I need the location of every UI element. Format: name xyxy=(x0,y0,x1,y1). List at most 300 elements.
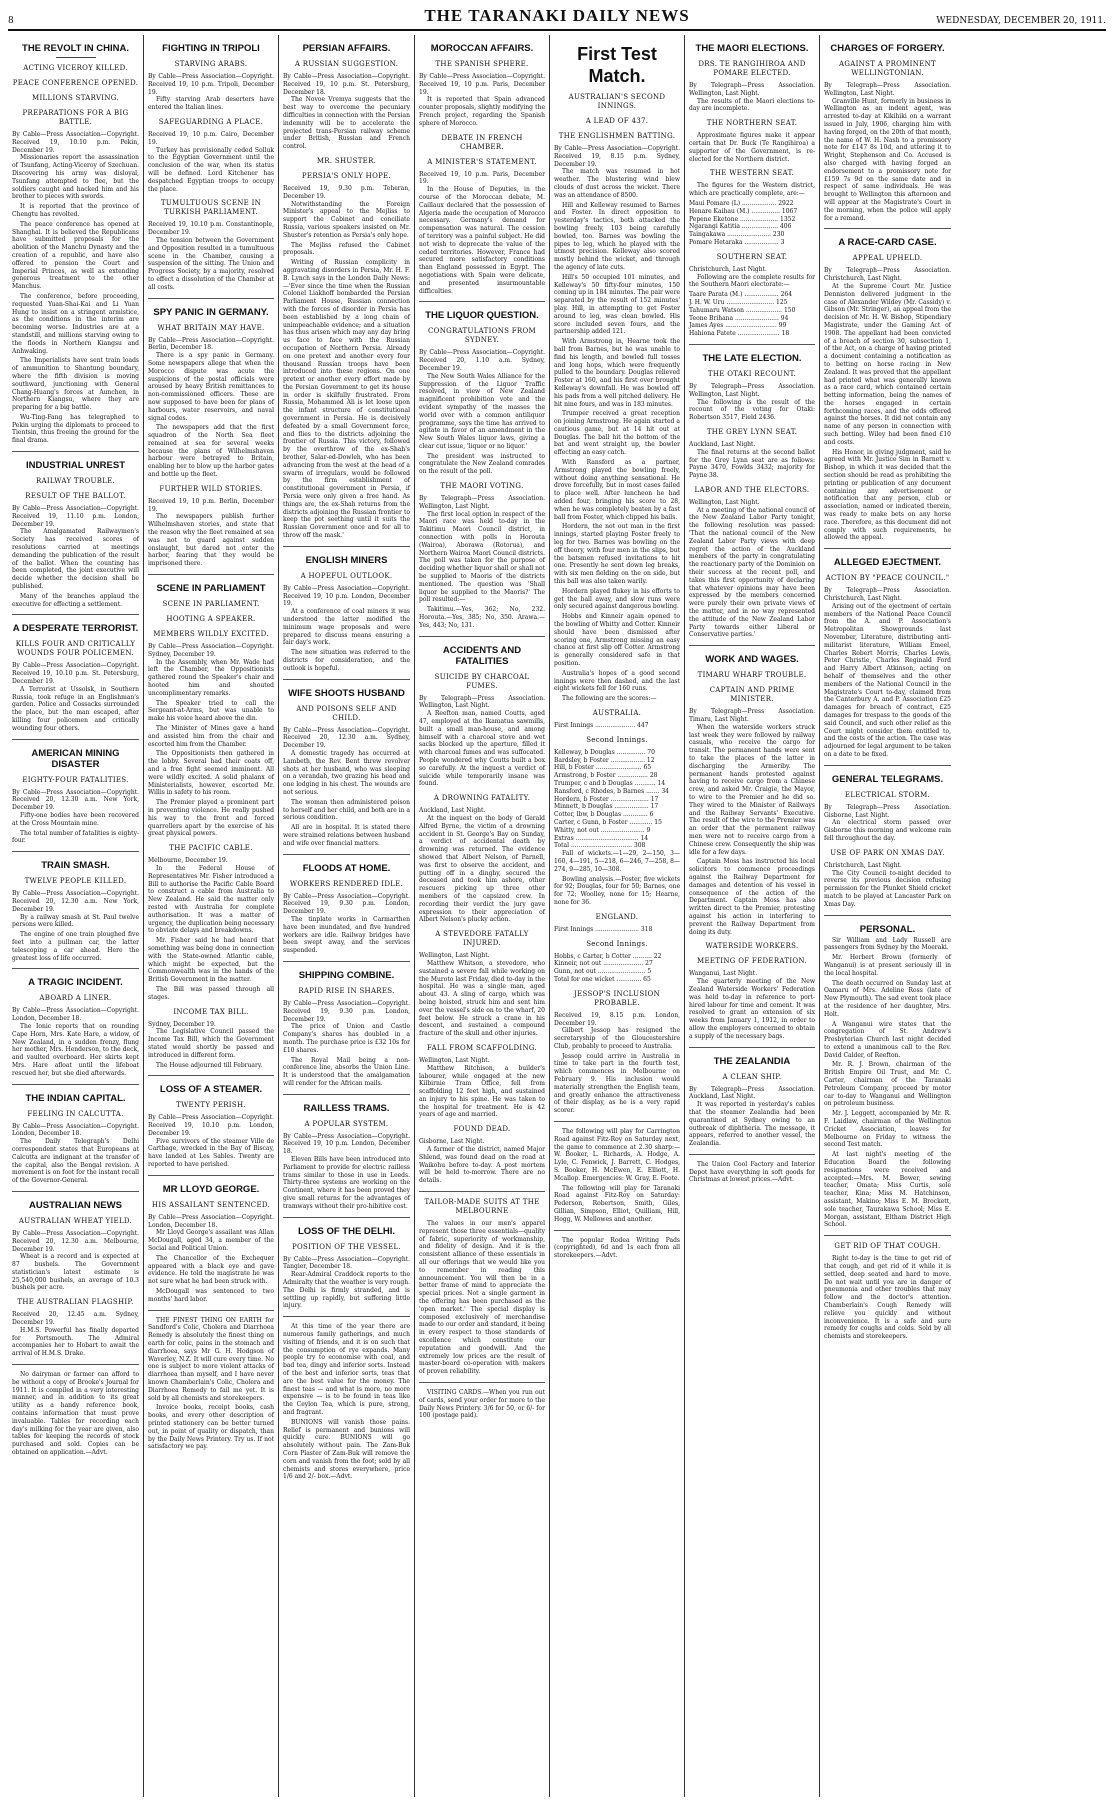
headline-maori-elections: THE MAORI ELECTIONS. xyxy=(695,43,809,54)
article-paragraph: When the waterside workers struck last week they were followed by railway casuals, who receive the cargo for transit. The permanent hands were sent to take the places of the latter in discharging the Armeriby. The permanent hands protested against having to receive cargo from a Chinese crew, and asked Mr. Craigie, the Mayor, to wire to the Premier and he did so. They wired to the Minister of Railways and the Railway Servants' Executive. The result of the wire to the Premier was an order that the permanent railway men were not to receive cargo from a Chinese crew. Consequently the ship was idle for a few days. xyxy=(689,723,815,856)
subhead: JESSOP'S INCLUSION PROBABLE. xyxy=(573,989,660,1007)
dateline: By Cable—Press Association—Copyright. Received 20, 12.30 a.m. Sydney, December 19. xyxy=(283,726,410,750)
article-paragraph: Takitimu.—Yes, 362; No, 232. Horouta.—Yes, 385; No, 350. Arawa.—Yes, 443; No, 131. xyxy=(419,606,545,629)
dateline: By Telegraph—Press Association. Gisborne, Last Night. xyxy=(824,803,951,819)
article-paragraph: The final returns at the second ballot for the Grey Lynn seat are as follows: Payne 3470, Fowlds 3432; majority for Payne 38. xyxy=(689,448,815,480)
subhead: TWENTY PERISH. xyxy=(176,1101,246,1110)
subhead: A STEVEDORE FATALLY INJURED. xyxy=(435,930,529,948)
subhead: THE NORTHERN SEAT. xyxy=(706,119,798,128)
dateline: By Telegraph—Press Association. Christchurch, Last Night. xyxy=(824,267,951,283)
result-line: Pepene Eketone .................... 1352 xyxy=(689,215,796,223)
article-paragraph: Jessop could arrive in Australia in time to take part in the fourth test, which commences in Melbourne on February 9. His inclusion would materially strengthen the English team, and greatly enhance the attractiveness of their display, as he is a very rapid scorer. xyxy=(554,1052,680,1115)
dateline: By Cable—Press Association—Copyright. London, December 18. xyxy=(12,1007,139,1023)
subhead: MEMBERS WILDLY EXCITED. xyxy=(153,630,269,639)
subhead: FALL FROM SCAFFOLDING. xyxy=(426,1043,538,1052)
article-paragraph: The Royal Mail being a non-conference line, absorbs the Union Line. It is understood that the amalgamation will render for the African mails. xyxy=(283,1056,410,1087)
subhead: HOOTING A SPEAKER. xyxy=(166,615,256,624)
dateline: By Telegraph—Press Association. Auckland, Last Night. xyxy=(689,1085,815,1101)
score-line: Kelleway, b Douglas ............... 70 xyxy=(554,748,655,756)
subhead: AUSTRALIA. xyxy=(592,708,642,717)
article-paragraph: The peace conference has opened at Shanghai. It is believed the Republicans have submitted proposals for the abolition of the Manchu Dynasty and the creation of a republic, and have also offered to pension the Court and Imperial Princes, as well as extending generous treatment to the other Manchus. xyxy=(12,220,139,291)
article-paragraph: A domestic tragedy has occurred at Lambeth, the Rev. Bent threw revolver shots at her husband, who was sleeping on a verandah, two grazing his head and one lodging in his chest. The wounds are not serious. xyxy=(283,749,410,796)
article-paragraph: Missionaries report the assassination of Tsunfang, Acting-Viceroy of Szechuan. Discovering his army was disloyal, Tsunfang attempted to flee, but the soldiers caught and hacked him and his brother to pieces with swords. xyxy=(12,154,139,201)
dateline: By Cable—Press Association—Copyright. Received 19, 10.10 p.m. London, December 19. xyxy=(148,1114,274,1137)
subhead: THE WESTERN SEAT. xyxy=(709,169,795,178)
article-paragraph: The new situation was referred to the districts for consideration, and the outlook is hopeful. xyxy=(283,649,410,672)
article-paragraph: The New South Wales Alliance for the Suppression of the Liquor Traffic resolved, in view of New Zealand magnificent prohibition vote and the evident sympathy of the masses the world over with a common antiliquor programme, says the time has arrived to agitate in favor of an amendment in the New South Wales liquor laws, giving a clear cut issue, 'liquor or no liquor.' xyxy=(419,372,545,450)
score-line: Bardsley, b Foster .................. 12 xyxy=(554,756,655,764)
dateline: Received 19, 10 p.m. Paris, December 19. xyxy=(419,170,545,186)
article-paragraph: The Bill was passed through all stages. xyxy=(148,985,274,1001)
headline-train-smash: TRAIN SMASH. xyxy=(41,860,110,872)
column-2 xyxy=(144,35,279,1797)
headline-moroccan-affairs: MOROCCAN AFFAIRS. xyxy=(430,43,534,54)
headline-accidents-and-fatalities: ACCIDENTS AND FATALITIES xyxy=(442,644,522,667)
dateline: By Cable—Press Association—Copyright. Sydney, December 19. xyxy=(148,643,274,658)
subhead: ACTING VICEROY KILLED. xyxy=(23,64,128,72)
dateline: By Telegraph—Press Association. Wellington, Last Night. xyxy=(689,82,815,97)
headline-zealandia: THE ZEALANDIA xyxy=(713,1055,791,1067)
headline-alleged-ejectment: ALLEGED EJECTMENT. xyxy=(833,557,942,569)
subhead: POSITION OF THE VESSEL. xyxy=(292,1242,401,1251)
article-paragraph: A farmer of the district, named Major Shlend, was found dead on the road at Waikohu before to-day. A post mortem will be held to-morrow. There are no details. xyxy=(419,1146,545,1185)
subhead: A RUSSIAN SUGGESTION. xyxy=(294,60,399,68)
article-paragraph: Turkey has provisionally ceded Solluk to the Egyptian Government until the conclusion of the war, when its status will be defined. Lord Kitchener has despatched Egyptian troops to occupy the place. xyxy=(148,146,274,193)
advertisement: Right to-day is the time to get rid of that cough, and get rid of it while it is settled, deep seated and hard to move. Do not wait until you are in danger of pneumonia and other troubles that may follow and the doctor's attention. Chamberlain's Cough Remedy will relieve you quickly and without inconvenience. It is a safe and sure remedy for coughs and colds. Sold by all chemists and storekeepers. xyxy=(824,1255,951,1341)
subhead: PERSIA'S ONLY HOPE. xyxy=(301,171,392,180)
headline-revolt-in-china: THE REVOLT IN CHINA. xyxy=(22,43,129,54)
subhead: KILLS FOUR AND CRITICALLY WOUNDS FOUR POLICEMEN. xyxy=(15,640,136,658)
dateline: By Cable—Press Association—Copyright. Received 19, 9.30 p.m. London, December 19. xyxy=(283,892,410,916)
article-paragraph: Wheat is a record and is expected at 87 bushels. The Government statistician's latest estimate is 25,540,000 bushels, an average of 10.3 bushels per acre. xyxy=(12,1253,139,1292)
headline-fighting-in-tripoli: FIGHTING IN TRIPOLI xyxy=(162,43,260,54)
article-paragraph: It was reported in yesterday's cables that the steamer Zealandia had been quarantined at Sydney owing to an outbreak of diphtheria. The message, it appears, referred to another vessel, the Zealandia. xyxy=(689,1101,815,1148)
headline-australian-news: AUSTRALIAN NEWS xyxy=(29,1199,122,1211)
article-paragraph: The woman then administered poison to herself and her child, and both are in a serious condition. xyxy=(283,798,410,822)
score-line: Ransford, c Rhodes, b Barnes ....... 34 xyxy=(554,787,669,795)
score-line: Armstrong, b Foster ................ 28 xyxy=(554,772,658,780)
dateline: Gisborne, Last Night. xyxy=(419,1138,485,1146)
subhead: MILLIONS STARVING. xyxy=(32,94,119,102)
article-paragraph: Hordern played flukey in his efforts to get the ball away, and slow runs were only secured against dangerous bowling. xyxy=(554,587,680,611)
dateline: By Cable—Press Association—Copyright. Berlin, December 18. xyxy=(148,336,274,352)
subhead: DRS. TE RANGIHIROA AND POMARE ELECTED. xyxy=(698,60,806,77)
dateline: By Cable—Press Association—Copyright. Received 19, 9.30 p.m. London, December 19. xyxy=(283,999,410,1023)
article-paragraph: With Armstrong in, Hearne took the ball from Barnes, but he was unable to find his length, and bowled full tosses and long hops, which were frequently pulled to the boundary. Douglas relieved Foster at 160, and his first over brought Kelleway's downfall. He was bowled off his pads from a well pitched delivery. He hit nine fours, and was in 183 minutes. xyxy=(554,338,680,408)
article-paragraph: At last night's meeting of the Education Board the following resignations were received and accepted:—Mrs. M. Bower, sewing teacher, Omata; Miss Curtis, sole teacher, Kina; Miss M. Hatchinson, assistant, Makino; Miss E. M. Brockett, sole teacher, Taurakawa School; Miss E. Morgan, assistant, Eltham District High School. xyxy=(824,1151,951,1229)
dateline: By Telegraph—Press Association. Timaru, Last Night. xyxy=(689,708,815,724)
article-paragraph: By a railway smash at St. Paul twelve persons were killed. xyxy=(12,913,139,929)
subhead: A MINISTER'S STATEMENT. xyxy=(427,157,537,166)
score-line: First Innings ....................... 318 xyxy=(554,925,653,933)
article-paragraph: The death occurred on Sunday last at Oamaru of Mrs. Adeline Ross (late of New Plymouth). The sad event took place at the residence of her daughter, Mrs. Holt. xyxy=(824,979,951,1018)
article-paragraph: Wu-Ting-Fang has telegraphed to Pekin urging the diplomats to proceed to Tientsin, thus freeing the ground for the final drama. xyxy=(12,413,139,445)
headline-railless-trams: RAILLESS TRAMS. xyxy=(303,1102,390,1114)
subhead: RAILWAY TROUBLE. xyxy=(35,477,116,486)
article-paragraph: Following are the complete results for the Southern Maori electorate:— xyxy=(689,273,815,289)
article-paragraph: The Chancellor of the Exchequer appeared with a black eye and gave evidence. He told the magistrate he was not sure what he had been struck with. xyxy=(148,1254,274,1286)
subhead: APPEAL UPHELD. xyxy=(852,254,923,263)
page-columns xyxy=(8,35,1106,1797)
article-paragraph: Eleven Bills have been introduced into Parliament to provide for electric railless trams similar to those in use in Leeds. Thirty-three systems are working on the Continent, where it has been proved they give small returns for the advantages of tramways without their pro-hibitive cost. xyxy=(283,1156,410,1210)
article-paragraph: Hill and Kelleway resumed to Barnes and Foster. In direct opposition to yesterday's tactics, both attacked the bowling freely, 103 being carefully bowled, too. Barnes was bowling the pipes to leg, which he played with the utmost precision. Kelleway also scored mostly behind the wicket, and through the agency of late cuts. xyxy=(554,201,680,271)
article-paragraph: Fall of wickets.—1—29, 2—150, 3—160, 4—191, 5—218, 6—246, 7—258, 8—274, 9—285, 10—308. xyxy=(554,850,680,873)
subhead: SAFEGUARDING A PLACE. xyxy=(158,117,264,126)
dateline: By Cable—Press Association—Copyright. Received 19, 10 p.m. London, December 19. xyxy=(283,584,410,608)
dateline: By Cable—Press Association—Copyright. London, December 18. xyxy=(12,1122,139,1138)
subhead: SCENE IN PARLIAMENT. xyxy=(162,600,260,609)
headline-personal: PERSONAL. xyxy=(859,923,916,935)
headline-wife-shoots-husband: WIFE SHOOTS HUSBAND xyxy=(288,687,405,699)
advertisement: At this time of the year there are numerous family gatherings, and much visiting of friends, and it is on such that the consumption of rye expands. Many people try to economise with coal, and bad tea, dingy and inferior sorts. Instead of the best and inferior sorts, teas that are the best value for the money. The finest teas — and what is more, no more expensive — is to be found in teas like the Ceylon Tea, which is pure, strong, and fragrant. xyxy=(283,1323,410,1416)
headline-tragic-incident: A TRAGIC INCIDENT. xyxy=(28,977,123,989)
article-paragraph: Arising out of the ejectment of certain members of the National Peace Council from the A. and P. Association's Metropolitan Showgrounds last November, Literature, distributing anti-militarist literature, William Emeel, Charles Robert Morris, Charles Lewis, Peter Christie, Charles Reginald Ford and Harry Albert Atkinson, acting on behalf of themselves and the other members of the National Council in the Magistrate's Court to-day, claimed from the Canterbury A. and P. Association £25 damages for breach of contract, £25 damages for trespass to the goods of the said Council, and such other relief as the Court might consider them entitled to, and the costs of the action. The case was adjourned for legal argument to be taken on a date to be fixed. xyxy=(824,602,951,758)
article-paragraph: The following are the scores:— xyxy=(562,695,657,703)
dateline: Received 19, 10 p.m. Berlin, December 19. xyxy=(148,497,274,513)
subhead: A POPULAR SYSTEM. xyxy=(304,1119,389,1128)
score-line: Trumper, c and b Douglas ........... 14 xyxy=(554,779,666,787)
article-paragraph: The first local option in respect of the Maori race was held to-day in the Takitimu Maori Council district, in connection with polls in Horouta (Wairoa), Aborawa (Rotorua), and Northern Wairoa Maori Council districts. The poll was taken for the purpose of deciding whether liquor shall or shall not be supplied to Maoris of the districts mentioned. The question was 'Shall liquor be supplied to the Maoris?' The poll resulted:— xyxy=(419,510,545,604)
article-paragraph: The following will play for Taranaki Road against Fitz-Roy on Saturday: Pederson, Robertson, Smith, Giles, Gillian, Simpson, Elliot, Quilliam, Hill, Hogg, W. Mellowes and another. xyxy=(554,1184,680,1223)
result-line: Tahumaru Watson ................... 150 xyxy=(689,306,796,314)
subhead: USE OF PARK ON XMAS DAY. xyxy=(830,848,945,857)
result-line: J. H. W. Uru ......................... 125 xyxy=(689,298,788,306)
article-paragraph: Hobbs and Kinneir again opened to the bowling of Whitty and Cotter. Kinneir should have been dismissed after scoring one, Armstrong missing an easy chance at first slip off Cotter. Armstrong is generally considered safe in that position. xyxy=(554,613,680,667)
subhead: ENGLAND. xyxy=(595,912,639,921)
subhead: DEBATE IN FRENCH CHAMBER. xyxy=(441,133,523,151)
article-paragraph: Granville Hunt, formerly in business in Wellington as an indent agent, was arrested to-day at Kikihiki on a warrant issued in July, 1906, charging him with having forged, on the 20th of that month, the name of W. H. Nash to a promissory note for £147 8s 10d, and uttering it to Wright, Stephenson and Co. Accused is also charged with having forged an endorsement to a promissory note for £159 7s 9d on the same date and in respect of same individuals. He was brought to Wellington this afternoon and will appear at the Magistrate's Court in the morning, when the police will apply for a remand. xyxy=(824,97,951,222)
article-paragraph: The City Council to-night decided to reverse its previous decision refusing permission for the Plunket Shield cricket match to be played at Lancaster Park on Xmas Day. xyxy=(824,869,951,908)
result-line: Pomare Hetaraka .................. 3 xyxy=(689,238,785,246)
headline-race-card-case: A RACE-CARD CASE. xyxy=(838,237,937,249)
subhead: WHAT BRITAIN MAY HAVE. xyxy=(157,323,265,332)
headline-loss-of-steamer: LOSS OF A STEAMER. xyxy=(159,1084,263,1096)
dateline: Received 19, 9.30 p.m. Teheran, December 19. xyxy=(283,184,410,200)
article-paragraph: A Terrorist at Ussolsk, in Southern Russia, took refuge in an Englishman's garden. Police and Cossacks surrounded the place, but the man escaped, after killing four policemen and critically wounding four others. xyxy=(12,685,139,732)
dateline: By Cable—Press Association—Copyright. Received 19, 10 p.m. Tripoli, December 19. xyxy=(148,73,274,96)
subhead: ABOARD A LINER. xyxy=(39,994,112,1003)
dateline: Wellington, Last Night. xyxy=(419,952,490,960)
column-7 xyxy=(820,35,955,1797)
article-paragraph: Writing of Russian complicity in aggravating disorders in Persia, Mr. H. F. B. Lynch says in the London Daily News:—'Ever since the time when the Russian Colonel Liakhoff bombarded the Persian Parliament House, Russian connection with the forces of disorder in Persia has been established by a long chain of unimpeachable evidence; and a situation has thus arisen which may any day bring us face to face with the Russian occupation of Northern Persia. Already on one pretext and another every four thousand Russian troops have been introduced into these regions. On one pretext or another every effort made by the Persian Government to get its house in order is skilfully frustrated. From Russia, Mohammed Ali is let loose upon the infant structure of constitutional government in Persia. He is decisively defeated by a small Government force, and flies to the districts adjoining the frontier of Russia. This victory, followed by the overthrow of the ex-Shah's brother, Salar-ed-Dowleh, who has been advancing from the west at the head of a swarm of irregulars, would be followed by the firm establishment of constitutional government in Persia, if Persia were only given a free hand. As things are, the ex-Shah returns from the districts adjoining the Russian frontier to keep the pot seething until it suits the Russian Government once and for all to throw off the mask.' xyxy=(283,259,410,540)
headline-work-and-wages: WORK AND WAGES. xyxy=(705,654,799,666)
subhead: AGAINST A PROMINENT WELLINGTONIAN. xyxy=(839,60,936,77)
subhead: A CLEAN SHIP. xyxy=(722,1072,782,1081)
dateline: Received 19, 10 p.m. Cairo, December 19. xyxy=(148,130,274,146)
article-paragraph: The match was resumed in hot weather. The blustering wind blew clouds of dust across the wicket. There was an attendance of 8500. xyxy=(554,168,680,199)
article-paragraph: Fifty-one bodies have been recovered at the Cross Mountain mine. xyxy=(12,812,139,827)
headline-charges-of-forgery: CHARGES OF FORGERY. xyxy=(830,43,945,54)
subhead: A LEAD OF 437. xyxy=(585,117,649,125)
subhead: LABOR AND THE ELECTORS. xyxy=(694,485,810,494)
dateline: Received 19, 10.10 p.m. Constantinople, December 19. xyxy=(148,221,274,237)
article-paragraph: Matthew Ritchison, a builder's labourer, while engaged at the new Kilbirnie Tram Office, fell from scaffolding 12 feet high, and sustained an injury to his spine. He was taken to the hospital for treatment. He is 42 years of age and married. xyxy=(419,1064,545,1119)
column-4 xyxy=(415,35,550,1797)
headline-indian-capital: THE INDIAN CAPITAL. xyxy=(25,1092,126,1104)
article-paragraph: Gilbert Jessop has resigned the secretaryship of the Gloucestershire Club, probably to proceed to Australia. xyxy=(554,1027,680,1050)
result-line: Hahiona Patete ...................... 18 xyxy=(689,330,790,338)
article-paragraph: An electrical storm passed over Gisborne this morning and welcome rain fell throughout the day. xyxy=(824,819,951,842)
subhead: THE GREY LYNN SEAT. xyxy=(706,427,798,436)
headline-floods-at-home: FLOODS AT HOME. xyxy=(302,862,391,874)
advertisement: BUNIONS will vanish those pains. Relief is permanent and bunions will quickly cure. BUNIONS will go absolutely without pain. The Zam-Buk Corn Plaster of Zam-Buk will remove the corn and vanish from the foot; sold by all chemists and stores everywhere, price 1/6 and 2/- box.—Advt. xyxy=(283,1418,410,1481)
article-paragraph: There is a spy panic in Germany. Some newspapers allege that when the Morocco dispute was acute the suspicions of the postal officials were aroused by heavy British remittances to non-commissioned officers. These are now supposed to have been for plans of harbours, water reservoirs, and naval signal codes. xyxy=(148,352,274,422)
subhead: EIGHTY-FOUR FATALITIES. xyxy=(22,775,129,784)
dateline: By Cable—Press Association—Copyright. Received 20, 1.10 a.m. Sydney, December 19. xyxy=(419,349,545,372)
advertisement-heading: GET RID OF THAT COUGH. xyxy=(834,1242,941,1251)
headline-mining-disaster: AMERICAN MINING DISASTER xyxy=(31,747,120,770)
subhead: THE ENGLISHMEN BATTING. xyxy=(558,132,676,140)
dateline: Wanganui, Last Night. xyxy=(689,970,758,978)
subhead: THE OTAKI RECOUNT. xyxy=(707,369,797,378)
dateline: By Cable—Press Association—Copyright. Received 19, 8.15 p.m. Sydney, December 19. xyxy=(554,145,680,168)
article-paragraph: Mr. Herbert Brown (formerly of Wanganui) is at present seriously ill in the local hospital. xyxy=(824,954,951,977)
result-line: Ngarangi Katitia ................... 406 xyxy=(689,223,792,231)
article-paragraph: Bowling analysis.—Foster, five wickets for 92; Douglas, four for 50; Barnes, one for 72; Woolley, none for 15; Hearne, none for 36. xyxy=(554,875,680,906)
article-paragraph: Matthew Whitson, a stevedore, who sustained a severe fall while working on the Muroto last Friday, died to-day in the hospital. He was a single man, aged about 43. A sling of cargo, which was being hoisted, struck him and sent him over the vessel's side on to the wharf, 20 feet below. He struck a crane in his descent, and sustained a compound fracture of the skull and other injuries. xyxy=(419,959,545,1038)
article-paragraph: The Ionic reports that on rounding Cape Horn, Mrs. Kate Hare, a widow, of New Zealand, in a sudden frenzy, flung her mother, Mrs. Henderson, to the deck, and vaulted overboard. Her skirts kept Mrs. Hare afloat until the lifeboat rescued her, but she died afterwards. xyxy=(12,1022,139,1077)
article-paragraph: The price of Union and Castle Company's shares has doubled in a month. The purchase price is £32 10s for £10 shares. xyxy=(283,1023,410,1054)
article-paragraph: At a meeting of the national council of the New Zealand Labor Party tonight, the following resolution was passed: 'That the national council of the New Zealand Labor Party views with deep regret the action of the Auckland members of the party in congratulating the reactionary party of the Dominion on their success at the recent poll, and takes this first opportunity of declaring that whatever opinions may have been expressed by the members concerned were purely their own private views of the matter, and in no way represented the attitude of the New Zealand Labor Party towards either Liberal or Conservative parties.' xyxy=(689,506,815,639)
score-line: Whitty, not out ....................... 9 xyxy=(554,826,651,834)
article-paragraph: Mr. J. Leggett, accompanied by Mr. R. F. Laidlaw, chairman of the Wellington Cricket Association, leaves for Melbourne on Friday to witness the second Test match. xyxy=(824,1110,951,1149)
subhead: FEELING IN CALCUTTA. xyxy=(27,1109,124,1118)
result-line: Taare Parata (M.) .................. 264 xyxy=(689,291,793,299)
subhead: PREPARATIONS FOR A BIG BATTLE. xyxy=(22,109,129,126)
article-paragraph: The Legislative Council passed the Income Tax Bill, which the Government stated would shortly be passed and introduced in different form. xyxy=(148,1028,274,1059)
advertisement: The Union Cool Factory and Interior Depot have everything in soft goods for Christmas at lowest prices.—Advt. xyxy=(689,1160,815,1184)
dateline: Wellington, Last Night. xyxy=(419,1056,490,1064)
subhead: WORKERS RENDERED IDLE. xyxy=(289,879,404,888)
score-line: Gunn, not out ......................... 5 xyxy=(554,968,652,976)
score-line: Cotter, lbw, b Douglas ............. 6 xyxy=(554,811,654,819)
subhead: RESULT OF THE BALLOT. xyxy=(25,492,126,501)
column-5 xyxy=(550,35,685,1797)
subhead: MEETING OF FEDERATION. xyxy=(697,957,807,966)
article-paragraph: The tension between the Government and Opposition resulted in a tumultuous scene in the Chamber, causing a suspension of the sitting. The Union and Progress Society, by a majority, resolved to effect a dissolution of the Chamber at all costs. xyxy=(148,236,274,291)
article-paragraph: All are in hospital. It is stated there were strained relations between husband and wife over financial matters. xyxy=(283,824,410,847)
article-paragraph: Notwithstanding the Foreign Minister's appeal to the Mejliss to support the Cabinet and conciliate Russia, various speakers insisted on Mr. Shuster's retention as Persia's only hope. xyxy=(283,200,410,239)
advertisement-heading: TAILOR-MADE SUITS AT THE MELBOURNE xyxy=(424,1198,540,1216)
column-6 xyxy=(685,35,820,1797)
subhead: ACTION BY "PEACE COUNCIL." xyxy=(825,574,950,583)
subhead: THE SPANISH SPHERE. xyxy=(435,60,529,68)
score-line: Carter, c Gunn, b Foster ............ 15 xyxy=(554,818,662,826)
article-paragraph: With Ransford as a partner, Armstrong played the bowling freely, without doing anything sensational. He drove forcefully, but in most cases failed to place well. After luncheon he had added four, bringing his score to 28, when he was completely beaten by a fast ball from Foster, which clipped his bails. xyxy=(554,459,680,521)
article-paragraph: Mr Lloyd George's assailant was Allan McDougall, aged 34, a member of the Social and Political Union. xyxy=(148,1229,274,1253)
article-paragraph: Mr. Fisher said he had heard that something was being done in connection with the State-owned Atlantic cable, which might be expected, but the Commonwealth was in the hands of the British Government in the matter. xyxy=(148,937,274,984)
advertisement: Invoice books, receipt books, cash books, and every other description of printed stationery can be better turned out, in point of quality or dispatch, than by the Daily News Printery. Try us. If not satisfactory we pay. xyxy=(148,1404,274,1451)
result-line: Maui Pomare (L) .................. 2922 xyxy=(689,199,794,207)
article-paragraph: H.M.S. Powerful has finally departed for Portsmouth. The Admiral accompanies her to Hobart to await the arrival of H.M.S. Drake. xyxy=(12,1326,139,1358)
article-paragraph: The figures for the Western district, which are practically complete, are:— xyxy=(689,182,815,198)
headline-desperate-terrorist: A DESPERATE TERRORIST. xyxy=(12,623,139,635)
headline-late-election: THE LATE ELECTION. xyxy=(702,352,802,364)
subhead: Second Innings. xyxy=(586,939,648,948)
article-paragraph: The results of the Maori elections to-day are incomplete. xyxy=(689,97,815,113)
dateline: By Telegraph—Press Association. Wellington, Last Night. xyxy=(419,694,545,710)
subhead: AND POISONS SELF AND CHILD. xyxy=(296,704,397,722)
article-paragraph: It is reported that the province of Chengtu has revolted. xyxy=(12,203,139,218)
article-paragraph: Hordern, the not out man in the first innings, started playing Foster freely to leg for two. Barnes was bowling on the off theory, with four men in the slips, but the batsmen refused invitations to hit one. Presently he sent down leg breaks, with six men fielding on the on side, but this ball was also taken warily. xyxy=(554,523,680,586)
subhead: TWELVE PEOPLE KILLED. xyxy=(24,877,127,886)
subhead: WATERSIDE WORKERS. xyxy=(705,942,799,951)
score-line: Hobbs, c Carter, b Cotter .......... 22 xyxy=(554,952,662,960)
dateline: By Cable—Press Association—Copyright. Received 20, 12.30 a.m. New York, December 19. xyxy=(12,788,139,812)
dateline: Christchurch, Last Night. xyxy=(824,861,902,869)
masthead xyxy=(8,0,1106,31)
article-paragraph: Trumper received a great reception on joining Armstrong. He again started a cautious game, but at 14 hit out at Douglas. The ball hit the bottom of the bat and went straight up, the bowler effecting an easy catch. xyxy=(554,410,680,457)
dateline: By Cable—Press Association—Copyright. Received 19, 10 p.m. London, December 18. xyxy=(283,1132,410,1156)
article-paragraph: Rear-Admiral Craddock reports to the Admiralty that the weather is very rough. The Delhi is firmly stranded, and is settling up rapidly, but suffering little injury. xyxy=(283,1271,410,1310)
subhead: THE PACIFIC CABLE. xyxy=(169,844,253,853)
dateline: Received 19, 8.15 p.m. London, December 19. xyxy=(554,1011,680,1027)
dateline: By Cable—Press Association—Copyright. Received 19, 10 p.m. Paris, December 19. xyxy=(419,73,545,96)
headline-industrial-unrest: INDUSTRIAL UNREST xyxy=(25,460,126,472)
subhead: TIMARU WHARF TROUBLE. xyxy=(697,671,807,680)
subhead: HIS ASSAILANT SENTENCED. xyxy=(151,1200,271,1209)
subhead: Second Innings. xyxy=(586,735,648,744)
dateline: By Cable—Press Association—Copyright. London, December 18. xyxy=(148,1213,274,1229)
article-paragraph: The House adjourned till February. xyxy=(156,1061,263,1069)
dateline: By Telegraph—Press Association. Wellington, Last Night. xyxy=(689,382,815,398)
dateline: Auckland, Last Night. xyxy=(419,807,486,815)
article-paragraph: His Honor, in giving judgment, said he agreed with Mr. Justice Sim in Barnett v. Bishop, in which it was decided that the section should be read as prohibiting the printing or publication of any document containing any advertisement or notification that any person, club or association, named or indicated therein, was ready to make bets on any horse race. Therefore, as this document did not comply with such requirements, he allowed the appeal. xyxy=(824,448,951,542)
column-1 xyxy=(8,35,144,1797)
subhead: TUMULTUOUS SCENE IN TURKISH PARLIAMENT. xyxy=(160,199,262,217)
subhead: ELECTRICAL STORM. xyxy=(844,790,931,799)
score-line: Minnett, b Douglas .................. 17 xyxy=(554,803,659,811)
dateline: By Cable—Press Association—Copyright. Received 20, 12.30 a.m. Melbourne, December 19. xyxy=(12,1229,139,1253)
score-line: First Innings ..................... 447 xyxy=(554,721,649,729)
result-line: James Ayes ........................... 99 xyxy=(689,322,787,330)
subhead: FOUND DEAD. xyxy=(453,1125,511,1134)
subhead: THE MAORI VOTING. xyxy=(440,482,524,491)
subhead: AUSTRALIAN'S SECOND INNINGS. xyxy=(568,93,666,110)
subhead: INCOME TAX BILL. xyxy=(173,1007,249,1016)
newspaper-title: THE TARANAKI DAILY NEWS xyxy=(424,6,690,25)
dateline: Auckland, Last Night. xyxy=(689,440,756,448)
subhead: CAPTAIN AND PRIME MINISTER. xyxy=(709,686,795,704)
score-total: Total for one wicket ............. 65 xyxy=(554,975,651,983)
headline-scene-in-parliament: SCENE IN PARLIAMENT xyxy=(156,583,266,595)
subhead: SUICIDE BY CHARCOAL FUMES. xyxy=(434,672,530,690)
score-line: Hill, b Foster ........................ 65 xyxy=(554,764,652,772)
headline-lloyd-george: MR LLOYD GEORGE. xyxy=(162,1183,260,1195)
dateline: By Cable—Press Association—Copyright. Tangier, December 18. xyxy=(283,1255,410,1271)
article-paragraph: Fifty starving Arab deserters have entered the Italian lines. xyxy=(148,96,274,112)
article-paragraph: The engine of one train ploughed five feet into a pullman car, the latter telescoping a car ahead. Here the greatest loss of life occurred. xyxy=(12,931,139,962)
article-paragraph: Approximate figures make it appear certain that Dr. Buck (Te Rangihiroa) a supporter of the Government, is re-elected for the Northern district. xyxy=(689,132,815,163)
subhead: AUSTRALIAN WHEAT YIELD. xyxy=(18,1216,133,1225)
article-paragraph: The newspapers publish further Wilhelmshaven stories, and state that the reason why the fleet remained at sea was not to guard against sudden onslaught, but dared not enter the harbor, fearing that they would be imprisoned there. xyxy=(148,513,274,568)
article-paragraph: The newspapers add that the first squadron of the North Sea fleet remained at sea for several weeks because the plans of Wilhelmshaven harbour were betrayed to Britain, enabling her to blow up the harbor gates and bottle up the fleet. xyxy=(148,424,274,479)
dateline: Christchurch, Last Night. xyxy=(689,265,767,273)
article-paragraph: The following will play for Carrington Road against Fitz-Roy on Saturday next, the game to commence at 2.30 sharp:—W. Booker, L. Richards, A. Hodge, A. Lyle, C. Fenwick, J. Barrett, C. Hodges, S. Booker, H. McEwen, E. Elliott, H. Mcallop. Emergencies: W. Gray, E. Foote. xyxy=(554,1128,680,1182)
result-line: Teone Brihana ....................... 94 xyxy=(689,314,789,322)
article-paragraph: The total number of fatalities is eighty-four. xyxy=(12,829,139,845)
score-line: Extras ................................. 14 xyxy=(554,834,649,842)
article-paragraph: Hill's 50 occupied 101 minutes, and Kelleway's 50 fifty-four minutes, 150 coming up in 184 minutes. The pair were separated by the result of 152 minutes' play. Hill, in attempting to get Foster around to leg, was clean bowled. His score included seven fours, and the partnership added 121. xyxy=(554,273,680,336)
issue-date: WEDNESDAY, DECEMBER 20, 1911. xyxy=(936,16,1106,26)
article-paragraph: At a conference of coal miners it was understood the latter modified the minimum wage proposals and were prepared to discuss means ensuring a fair day's work. xyxy=(283,608,410,647)
result-line: Taingakawa ....................... 230 xyxy=(689,231,785,239)
article-paragraph: Mr. R. J. Brown, chairman of the British Empire Oil Trust, and Mr. C. Carter, chairman of the Taranaki Petroleum Company, proceed by motor car to-day to Wanganui and Wellington on petroleum business. xyxy=(824,1061,951,1108)
subhead: A HOPEFUL OUTLOOK. xyxy=(300,571,393,580)
headline-first-test-match: First Test Match. xyxy=(577,44,657,86)
article-paragraph: The tinplate works in Carmarthen have been inundated, and five hundred workers are idle. Railway bridges have been swept away, and the services suspended. xyxy=(283,915,410,955)
article-paragraph: The Imperialists have sent train loads of ammunition to Shantung boundary, where the fifth division is moving southward, junctioning with General Chang-Huang's forces at Aunchen, in Northern Kiangsu, where they are preparing for a big battle. xyxy=(12,357,139,412)
article-paragraph: The Daily Telegraph's Delhi correspondent states that Europeans at Calcutta are indignant at the transfer of the capital, also the Bengal revision. A movement is on foot for the instant recall of the Governor-General. xyxy=(12,1138,139,1185)
article-paragraph: Many of the branches applaud the executive for effecting a settlement. xyxy=(12,592,139,608)
dateline: By Cable—Press Association—Copyright. Received 19, 10.10 p.m. Pekin, December 19. xyxy=(12,131,139,154)
article-paragraph: In the Assembly, when Mr. Wade had left the Chamber, the Oppositionists gathered round the Speaker's chair and hooted him and shouted uncomplimentary remarks. xyxy=(148,658,274,697)
dateline: By Telegraph—Press Association. Wellington, Last Night. xyxy=(824,82,951,97)
article-paragraph: The conference, before proceeding, requested Yuan-Shai-Kai and Li Yuan Hung to insist on a stringent armistice, as the conditions in the interim are becoming worse. Industries are at a standstill, and millions starving owing to the floods in Northern Kiangsu and Anhwaking. xyxy=(12,292,139,355)
advertisement: The values in our men's apparel represent those three essentials—quality of fabric, superiority of workmanship, and fidelity of design. And it is the consistent alliance of these essentials in all our offerings that we would like you to remember in reading this announcement. You will then be in a better frame of mind to appreciate the special prices. Not a single garment in the offering has been purchased as the 'open market.' The special display is composed exclusively of merchandise made to our order and standard, it being in every respect to those standards of excellence which constitute our reputation and goodwill. And the extremely low prices are the result of master-board co-operation with makers of proven reliability. xyxy=(419,1220,545,1376)
article-paragraph: Australia's hopes of a good second innings were then dashed, and the last eight wickets fell for 160 runs. xyxy=(554,669,680,693)
subhead: A DROWNING FATALITY. xyxy=(433,794,531,803)
page-number: 8 xyxy=(8,16,14,26)
subhead: RAPID RISE IN SHARES. xyxy=(298,986,395,995)
score-line: Hordern, b Foster .................... 17 xyxy=(554,795,659,803)
score-line: Kinneir, not out ..................... 27 xyxy=(554,960,653,968)
dateline: By Cable—Press Association—Copyright. Received 19, 11.10 p.m. London, December 19. xyxy=(12,505,139,528)
advertisement: The popular Rodea Writing Pads (copyrighted), 6d and 1s each from all storekeepers.—Advt. xyxy=(554,1236,680,1260)
article-paragraph: The Speaker tried to call the Sergeant-at-Arms, but was unable to make his voice heard above the din. xyxy=(148,699,274,723)
headline-spy-panic: SPY PANIC IN GERMANY. xyxy=(153,306,269,318)
headline-persian-affairs: PERSIAN AFFAIRS. xyxy=(302,43,391,54)
advertisement: THE FINEST THING ON EARTH for Sandford's Colic, Cholera and Diarrhoea Remedy is absolutely the finest thing on earth for colic, pains in the stomach and diarrhoea, says Mr G. H. Hodgson of Waverley, N.Z. It will cure every time. No one is subject to more violent attacks of diarrhoea than myself, and I have never known Chamberlain's Colic, Cholera and Diarrhoea Remedy to fail me yet. It is sold by all chemists and storekeepers. xyxy=(148,1316,274,1402)
subhead: THE AUSTRALIAN FLAGSHIP. xyxy=(17,1298,134,1307)
headline-loss-of-delhi: LOSS OF THE DELHI. xyxy=(297,1225,396,1237)
article-paragraph: The Minister of Mines gave a hand and assisted him from the chair and escorted him from the Chamber. xyxy=(148,725,274,748)
result-line: Henare Kaihau (M.) ............... 1067 xyxy=(689,207,798,215)
article-paragraph: It is reported that Spain advanced counter proposals, slightly modifying the French project, regarding the Spanish sphere of Morocco. xyxy=(419,96,545,127)
dateline: Sydney, December 19. xyxy=(148,1020,216,1028)
subhead: PEACE CONFERENCE OPENED. xyxy=(12,79,139,87)
article-paragraph: The quarterly meeting of the New Zealand Waterside Workers' Federation was held to-day in reference to port-hired labour for time and cement. It was resolved to grant an extension of six weeks from January 1, 1912, in order to allow the employers concerned to obtain a supply of the necessary bags. xyxy=(689,978,815,1040)
score-total: Total ................................ 308 xyxy=(554,842,646,850)
subhead: STARVING ARABS. xyxy=(174,60,248,68)
article-paragraph: At the inquest on the body of Gerald Alfred Byrne, the victim of a drowning accident in St. George's Bay on Sunday, a verdict of accidental death by drowning was returned. The evidence showed that Albert Nelson, of Parnell, was first to observe the accident, and putting off in a dinghy, secured the deceased and took him ashore, other rescuers picking up three other members of the capsized crew. In recording their verdict the jury gave expression to their appreciation of Albert Nelson's plucky action. xyxy=(419,814,545,924)
article-paragraph: Five survivors of the steamer Ville de Carthage, wrecked in the Bay of Biscay, have landed at Les Sables. Twenty are reported to have perished. xyxy=(148,1137,274,1169)
article-paragraph: A Wanganui wire states that the congregation of St. Andrew's Presbyterian Church last night decided to extend a unanimous call to the Rev. David Calder, of Reefton. xyxy=(824,1020,951,1059)
column-3 xyxy=(279,35,415,1797)
dateline: Wellington, Last Night. xyxy=(689,498,760,506)
subhead: FURTHER WILD STORIES. xyxy=(159,484,263,493)
dateline: By Cable—Press Association—Copyright. Received 19, 10 p.m. St. Petersburg, December 18. xyxy=(283,73,410,96)
dateline: By Cable—Press Association—Copyright. Received 19, 10.10 p.m. St. Petersburg, December 19. xyxy=(12,662,139,686)
dateline: By Telegraph—Press Association. Christchurch, Last Night. xyxy=(824,587,951,603)
article-paragraph: The following is the result of the recount of the voting for Otaki: Robertson 3517, Field 2436. xyxy=(689,398,815,422)
dateline: Received 20, 12.45 a.m. Sydney, December 19. xyxy=(12,1311,139,1327)
dateline: Melbourne, December 19. xyxy=(148,857,228,865)
article-paragraph: The president was instructed to congratulate the New Zealand comrades on the result of the poll. xyxy=(419,452,545,476)
dateline: By Telegraph—Press Association. Wellington, Last Night. xyxy=(419,495,545,510)
article-paragraph: The Oppositionists then gathered in the lobby. Several had their coats off, and a free fight seemed imminent. All were wildly excited. A solid phalanx of Ministerialists, however, escorted Mr. Willis in safety to his room. xyxy=(148,750,274,797)
article-paragraph: The Amalgamated Railwaymen's Society has received scores of resolutions carried at meetings demanding the publication of the result of the ballot. When the counting has been completed, the joint executive will decide whether the decision shall be published. xyxy=(12,528,139,591)
article-paragraph: In the Federal House of Representatives Mr. Fisher introduced a Bill to authorise the Pacific Cable Board to construct a cable from Australia to New Zealand. He said the matter only rested with Australia for complete authorisation. It was a matter of urgency, the duplication being necessary to obviate delays and breakdowns. xyxy=(148,864,274,935)
subhead: CONGRATULATIONS FROM SYDNEY. xyxy=(428,327,536,345)
subhead: MR. SHUSTER. xyxy=(316,156,377,165)
headline-english-miners: ENGLISH MINERS xyxy=(305,554,388,566)
article-paragraph: Sir William and Lady Russell are passengers from Sydney by the Moeraki. xyxy=(824,936,951,952)
article-paragraph: The Novoe Vremya suggests that the best way to overcome the pecuniary difficulties in connection with the Persian indemnity will be to accelerate the projected trans-Persian railway scheme under British, Russian and French control. xyxy=(283,96,410,151)
article-paragraph: At the Supreme Court Mr. Justice Denniston delivered judgment in the case of Alexander Wildey (Mr. Cassidy) v. Gibson (Mr. Stringer), an appeal from the decision of Mr. H. W. Bishop, Stipendiary Magistrate, under the Gaming Act of 1908. The appellant had been convicted of a breach of section 30, subsection 1, of the Act, on a charge of having printed a document containing a notification as to betting on horse racing in New Zealand. It was proved that the appellant had printed what was generally known as a race card, which contained certain betting information, being the names of the horses engaged in certain forthcoming races, and the odds offered against the horses. It did not contain any name of any person in connection with such betting. Wiley had been fined £10 and costs. xyxy=(824,282,951,446)
article-paragraph: McDougall was sentenced to two months' hard labor. xyxy=(148,1288,274,1303)
article-paragraph: In the House of Deputies, in the course of the Moroccan debate, M. Caillaux declared that the possession of Algeria made the occupation of Morocco necessary. Germany's demand for compensation was natural. The cession of territory was a painful subject. He did not wish to deprecate the value of the ceded territories. However, France had secured more satisfactory conditions than England possessed in Egypt. The negotiations with Spain were delicate, and presented insurmountable difficulties. xyxy=(419,186,545,295)
